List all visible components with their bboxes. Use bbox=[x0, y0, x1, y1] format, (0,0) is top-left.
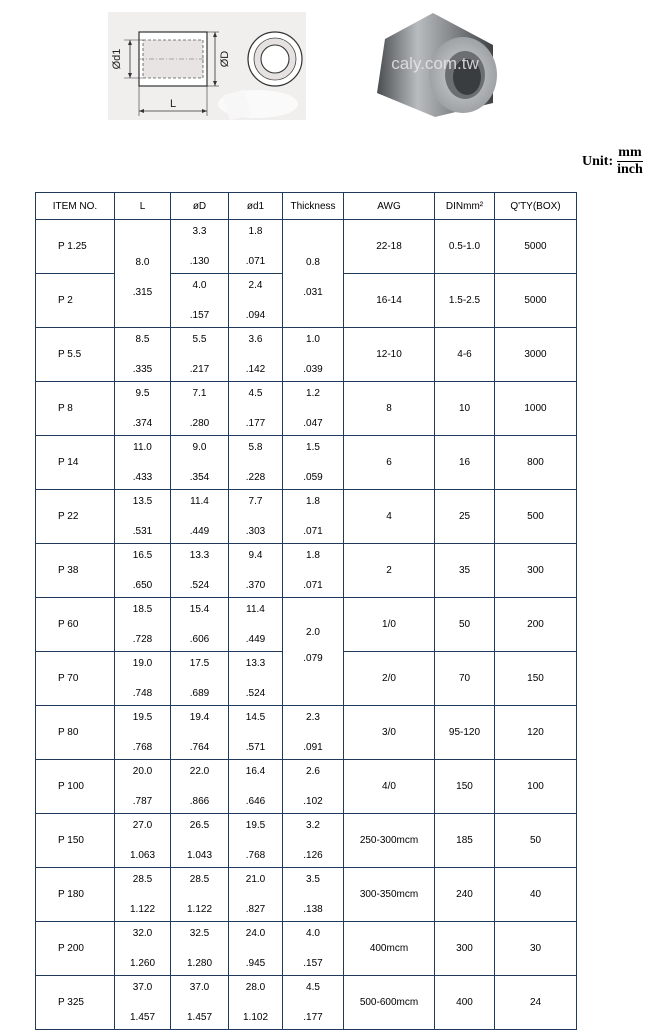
header-thickness: Thickness bbox=[283, 193, 344, 220]
value-mm: 19.0 bbox=[132, 658, 153, 669]
awg-cell: 4/0 bbox=[344, 760, 435, 814]
length-cell bbox=[115, 868, 171, 922]
unit-denominator: inch bbox=[617, 162, 643, 177]
table-row bbox=[36, 490, 577, 544]
qty-cell: 200 bbox=[495, 598, 577, 652]
value-mm: 14.5 bbox=[245, 712, 266, 723]
value-mm: 4.0 bbox=[306, 928, 320, 939]
din-cell: 95-120 bbox=[435, 706, 495, 760]
value-inch: .039 bbox=[303, 364, 323, 375]
value-mm: 11.0 bbox=[133, 442, 152, 453]
value-mm: 13.3 bbox=[245, 658, 266, 669]
value-mm: 22.0 bbox=[189, 766, 210, 777]
value-mm: 4.5 bbox=[306, 982, 320, 993]
value-inch: .157 bbox=[189, 310, 210, 321]
din-cell: 4-6 bbox=[435, 328, 495, 382]
awg-cell: 1/0 bbox=[344, 598, 435, 652]
din-cell: 150 bbox=[435, 760, 495, 814]
value-inch: .748 bbox=[132, 688, 153, 699]
qty-cell: 1000 bbox=[495, 382, 577, 436]
awg-cell: 500-600mcm bbox=[344, 976, 435, 1030]
value-mm: 20.0 bbox=[132, 766, 153, 777]
value-mm: 28.0 bbox=[245, 982, 266, 993]
thickness-cell-merged bbox=[283, 220, 344, 328]
header-l: L bbox=[115, 193, 171, 220]
value-inch: 1.457 bbox=[129, 1012, 156, 1023]
din-cell: 70 bbox=[435, 652, 495, 706]
value-mm: 13.3 bbox=[189, 550, 210, 561]
value-inch: .449 bbox=[189, 526, 210, 537]
din-cell: 50 bbox=[435, 598, 495, 652]
table-row bbox=[36, 436, 577, 490]
value-inch: .787 bbox=[132, 796, 153, 807]
unit-numerator: mm bbox=[618, 145, 642, 160]
od1-cell bbox=[229, 220, 283, 274]
din-cell: 300 bbox=[435, 922, 495, 976]
value-inch: .303 bbox=[245, 526, 266, 537]
item-cell: P 100 bbox=[36, 760, 115, 814]
od-cell bbox=[171, 436, 229, 490]
value-mm: 3.6 bbox=[248, 334, 263, 345]
value-mm: 8.5 bbox=[135, 334, 150, 345]
od1-cell bbox=[229, 652, 283, 706]
od1-cell bbox=[229, 436, 283, 490]
din-cell: 10 bbox=[435, 382, 495, 436]
value-inch: .071 bbox=[303, 580, 323, 591]
od1-cell bbox=[229, 598, 283, 652]
length-cell bbox=[115, 544, 171, 598]
od-cell bbox=[171, 868, 229, 922]
length-cell bbox=[115, 922, 171, 976]
value-inch: .524 bbox=[189, 580, 210, 591]
item-cell: P 180 bbox=[36, 868, 115, 922]
length-cell bbox=[115, 706, 171, 760]
value-inch: .138 bbox=[303, 904, 323, 915]
awg-cell: 400mcm bbox=[344, 922, 435, 976]
value-mm: 4.0 bbox=[192, 280, 207, 291]
od-cell bbox=[171, 220, 229, 274]
value-inch: .650 bbox=[132, 580, 153, 591]
dimension-diagram bbox=[108, 12, 306, 120]
awg-cell: 300-350mcm bbox=[344, 868, 435, 922]
din-cell: 25 bbox=[435, 490, 495, 544]
value-mm: 1.5 bbox=[306, 442, 320, 453]
awg-cell: 12-10 bbox=[344, 328, 435, 382]
value-mm: 4.5 bbox=[248, 388, 263, 399]
length-cell-merged bbox=[115, 220, 171, 328]
sleeve-drawing bbox=[108, 12, 306, 120]
od-cell bbox=[171, 706, 229, 760]
od1-cell bbox=[229, 382, 283, 436]
value-mm: 5.8 bbox=[248, 442, 263, 453]
item-cell: P 22 bbox=[36, 490, 115, 544]
header-qty: Q'TY(BOX) bbox=[495, 193, 577, 220]
value-inch: .531 bbox=[132, 526, 153, 537]
qty-cell: 40 bbox=[495, 868, 577, 922]
value-mm: 3.2 bbox=[306, 820, 320, 831]
length-cell bbox=[115, 328, 171, 382]
value-inch: 1.122 bbox=[129, 904, 156, 915]
value-inch: 1.102 bbox=[242, 1012, 269, 1023]
item-cell: P 60 bbox=[36, 598, 115, 652]
header-row bbox=[36, 193, 577, 220]
unit-label bbox=[582, 145, 643, 178]
value-inch: .433 bbox=[132, 472, 153, 483]
value-mm: 9.0 bbox=[192, 442, 207, 453]
value-inch: .228 bbox=[245, 472, 266, 483]
value-mm: 19.5 bbox=[245, 820, 266, 831]
value-mm: 21.0 bbox=[245, 874, 266, 885]
table-row bbox=[36, 598, 577, 652]
value-mm: 19.5 bbox=[132, 712, 153, 723]
value-mm: 1.2 bbox=[306, 388, 320, 399]
header-od1: ød1 bbox=[229, 193, 283, 220]
qty-cell: 50 bbox=[495, 814, 577, 868]
qty-cell: 5000 bbox=[495, 274, 577, 328]
od-cell bbox=[171, 490, 229, 544]
value-inch: .177 bbox=[303, 1012, 323, 1023]
value-mm: 3.3 bbox=[192, 226, 207, 237]
value-inch: .827 bbox=[245, 904, 266, 915]
thickness-cell bbox=[283, 706, 344, 760]
od1-cell bbox=[229, 760, 283, 814]
value-mm: 18.5 bbox=[132, 604, 153, 615]
qty-cell: 150 bbox=[495, 652, 577, 706]
value-mm: 0.8 bbox=[306, 256, 320, 268]
value-inch: .315 bbox=[132, 286, 153, 298]
value-inch: .091 bbox=[303, 742, 323, 753]
item-cell: P 2 bbox=[36, 274, 115, 328]
length-cell bbox=[115, 382, 171, 436]
din-cell: 400 bbox=[435, 976, 495, 1030]
value-inch: .689 bbox=[189, 688, 210, 699]
od-cell bbox=[171, 382, 229, 436]
value-inch: 1.457 bbox=[186, 1012, 213, 1023]
value-mm: 2.0 bbox=[306, 626, 320, 638]
item-cell: P 200 bbox=[36, 922, 115, 976]
table-row bbox=[36, 922, 577, 976]
spec-table bbox=[35, 192, 577, 1030]
item-cell: P 14 bbox=[36, 436, 115, 490]
length-label: L bbox=[169, 98, 177, 110]
value-inch: .177 bbox=[245, 418, 266, 429]
value-mm: 5.5 bbox=[192, 334, 207, 345]
unit-fraction bbox=[617, 145, 643, 178]
value-inch: 1.280 bbox=[186, 958, 213, 969]
value-mm: 11.4 bbox=[246, 604, 265, 615]
value-inch: .449 bbox=[245, 634, 266, 645]
value-mm: 16.5 bbox=[132, 550, 153, 561]
table-row bbox=[36, 544, 577, 598]
od-cell bbox=[171, 922, 229, 976]
thickness-cell bbox=[283, 814, 344, 868]
length-cell bbox=[115, 760, 171, 814]
qty-cell: 100 bbox=[495, 760, 577, 814]
item-cell: P 5.5 bbox=[36, 328, 115, 382]
od1-cell bbox=[229, 706, 283, 760]
value-inch: .370 bbox=[245, 580, 266, 591]
od1-cell bbox=[229, 922, 283, 976]
thickness-cell bbox=[283, 436, 344, 490]
value-mm: 3.5 bbox=[306, 874, 320, 885]
value-inch: 1.260 bbox=[129, 958, 156, 969]
table-row bbox=[36, 706, 577, 760]
din-cell: 185 bbox=[435, 814, 495, 868]
value-mm: 1.8 bbox=[248, 226, 263, 237]
qty-cell: 30 bbox=[495, 922, 577, 976]
value-inch: .047 bbox=[303, 418, 323, 429]
table-row bbox=[36, 328, 577, 382]
length-cell bbox=[115, 490, 171, 544]
value-inch: .374 bbox=[132, 418, 153, 429]
value-mm: 2.4 bbox=[248, 280, 263, 291]
value-inch: .079 bbox=[303, 652, 323, 664]
value-inch: .646 bbox=[245, 796, 266, 807]
value-mm: 13.5 bbox=[132, 496, 153, 507]
value-mm: 2.3 bbox=[306, 712, 320, 723]
value-mm: 7.1 bbox=[192, 388, 207, 399]
length-cell bbox=[115, 598, 171, 652]
value-mm: 37.0 bbox=[132, 982, 153, 993]
table-row bbox=[36, 760, 577, 814]
od-cell bbox=[171, 274, 229, 328]
od1-cell bbox=[229, 544, 283, 598]
od1-cell bbox=[229, 490, 283, 544]
value-inch: .071 bbox=[303, 526, 323, 537]
value-mm: 37.0 bbox=[189, 982, 210, 993]
value-mm: 24.0 bbox=[245, 928, 266, 939]
thickness-cell bbox=[283, 976, 344, 1030]
value-inch: .768 bbox=[245, 850, 266, 861]
qty-cell: 300 bbox=[495, 544, 577, 598]
value-inch: .217 bbox=[189, 364, 210, 375]
value-inch: .130 bbox=[189, 256, 210, 267]
od-cell bbox=[171, 652, 229, 706]
table-row bbox=[36, 220, 577, 274]
value-mm: 1.8 bbox=[306, 496, 320, 507]
item-cell: P 1.25 bbox=[36, 220, 115, 274]
value-inch: 1.122 bbox=[186, 904, 213, 915]
qty-cell: 800 bbox=[495, 436, 577, 490]
thickness-cell bbox=[283, 490, 344, 544]
thickness-cell bbox=[283, 544, 344, 598]
value-inch: .071 bbox=[245, 256, 266, 267]
item-cell: P 150 bbox=[36, 814, 115, 868]
od-cell bbox=[171, 976, 229, 1030]
value-inch: .606 bbox=[189, 634, 210, 645]
value-inch: .524 bbox=[245, 688, 266, 699]
thickness-cell bbox=[283, 760, 344, 814]
value-mm: 7.7 bbox=[248, 496, 263, 507]
sleeve-photo bbox=[365, 5, 505, 120]
value-inch: .945 bbox=[245, 958, 266, 969]
thickness-cell bbox=[283, 382, 344, 436]
value-mm: 28.5 bbox=[189, 874, 210, 885]
item-cell: P 8 bbox=[36, 382, 115, 436]
value-mm: 16.4 bbox=[245, 766, 266, 777]
od-cell bbox=[171, 328, 229, 382]
din-cell: 16 bbox=[435, 436, 495, 490]
value-mm: 27.0 bbox=[132, 820, 153, 831]
awg-cell: 4 bbox=[344, 490, 435, 544]
value-inch: .571 bbox=[245, 742, 266, 753]
od-cell bbox=[171, 814, 229, 868]
od1-cell bbox=[229, 868, 283, 922]
din-cell: 240 bbox=[435, 868, 495, 922]
din-cell: 35 bbox=[435, 544, 495, 598]
value-mm: 32.0 bbox=[132, 928, 153, 939]
awg-cell: 2/0 bbox=[344, 652, 435, 706]
od-cell bbox=[171, 598, 229, 652]
length-cell bbox=[115, 814, 171, 868]
value-mm: 32.5 bbox=[189, 928, 210, 939]
value-inch: .102 bbox=[303, 796, 323, 807]
value-inch: .142 bbox=[245, 364, 266, 375]
value-mm: 2.6 bbox=[306, 766, 320, 777]
value-inch: .728 bbox=[132, 634, 153, 645]
value-inch: .280 bbox=[189, 418, 210, 429]
length-cell bbox=[115, 436, 171, 490]
value-mm: 8.0 bbox=[135, 256, 150, 268]
header-din: DINmm² bbox=[435, 193, 495, 220]
value-mm: 1.0 bbox=[306, 334, 320, 345]
od1-cell bbox=[229, 976, 283, 1030]
din-cell: 0.5-1.0 bbox=[435, 220, 495, 274]
value-inch: .126 bbox=[303, 850, 323, 861]
od-cell bbox=[171, 760, 229, 814]
table-row bbox=[36, 382, 577, 436]
thickness-cell bbox=[283, 328, 344, 382]
header-od: øD bbox=[171, 193, 229, 220]
unit-text: Unit: bbox=[582, 153, 614, 169]
thickness-cell bbox=[283, 922, 344, 976]
qty-cell: 120 bbox=[495, 706, 577, 760]
item-cell: P 38 bbox=[36, 544, 115, 598]
qty-cell: 24 bbox=[495, 976, 577, 1030]
value-inch: .059 bbox=[303, 472, 323, 483]
watermark-text: caly.com.tw bbox=[391, 54, 479, 73]
value-inch: .094 bbox=[245, 310, 266, 321]
item-cell: P 80 bbox=[36, 706, 115, 760]
od1-cell bbox=[229, 274, 283, 328]
value-inch: .031 bbox=[303, 286, 323, 298]
awg-cell: 8 bbox=[344, 382, 435, 436]
awg-cell: 16-14 bbox=[344, 274, 435, 328]
qty-cell: 500 bbox=[495, 490, 577, 544]
value-inch: .157 bbox=[303, 958, 323, 969]
d1-label: Ød1 bbox=[111, 48, 123, 70]
awg-cell: 22-18 bbox=[344, 220, 435, 274]
thickness-cell bbox=[283, 868, 344, 922]
header-awg: AWG bbox=[344, 193, 435, 220]
value-mm: 9.4 bbox=[248, 550, 263, 561]
od-cell bbox=[171, 544, 229, 598]
value-inch: 1.043 bbox=[186, 850, 213, 861]
value-inch: .354 bbox=[189, 472, 210, 483]
awg-cell: 3/0 bbox=[344, 706, 435, 760]
thickness-cell-merged bbox=[283, 598, 344, 706]
value-mm: 15.4 bbox=[189, 604, 210, 615]
value-mm: 19.4 bbox=[189, 712, 210, 723]
length-cell bbox=[115, 652, 171, 706]
item-cell: P 325 bbox=[36, 976, 115, 1030]
value-mm: 1.8 bbox=[306, 550, 320, 561]
qty-cell: 3000 bbox=[495, 328, 577, 382]
value-mm: 9.5 bbox=[135, 388, 150, 399]
od1-cell bbox=[229, 328, 283, 382]
value-inch: .768 bbox=[132, 742, 153, 753]
awg-cell: 250-300mcm bbox=[344, 814, 435, 868]
value-inch: .335 bbox=[132, 364, 153, 375]
din-cell: 1.5-2.5 bbox=[435, 274, 495, 328]
awg-cell: 2 bbox=[344, 544, 435, 598]
table-row bbox=[36, 814, 577, 868]
awg-cell: 6 bbox=[344, 436, 435, 490]
qty-cell: 5000 bbox=[495, 220, 577, 274]
product-photo bbox=[365, 5, 505, 120]
header-item: ITEM NO. bbox=[36, 193, 115, 220]
table-row bbox=[36, 868, 577, 922]
od1-cell bbox=[229, 814, 283, 868]
value-mm: 28.5 bbox=[132, 874, 153, 885]
length-cell bbox=[115, 976, 171, 1030]
value-mm: 11.4 bbox=[190, 496, 209, 507]
value-inch: .764 bbox=[189, 742, 210, 753]
od-label: ØD bbox=[219, 50, 231, 68]
value-inch: 1.063 bbox=[129, 850, 156, 861]
value-inch: .866 bbox=[189, 796, 210, 807]
value-mm: 26.5 bbox=[189, 820, 210, 831]
value-mm: 17.5 bbox=[189, 658, 210, 669]
table-row bbox=[36, 976, 577, 1030]
item-cell: P 70 bbox=[36, 652, 115, 706]
